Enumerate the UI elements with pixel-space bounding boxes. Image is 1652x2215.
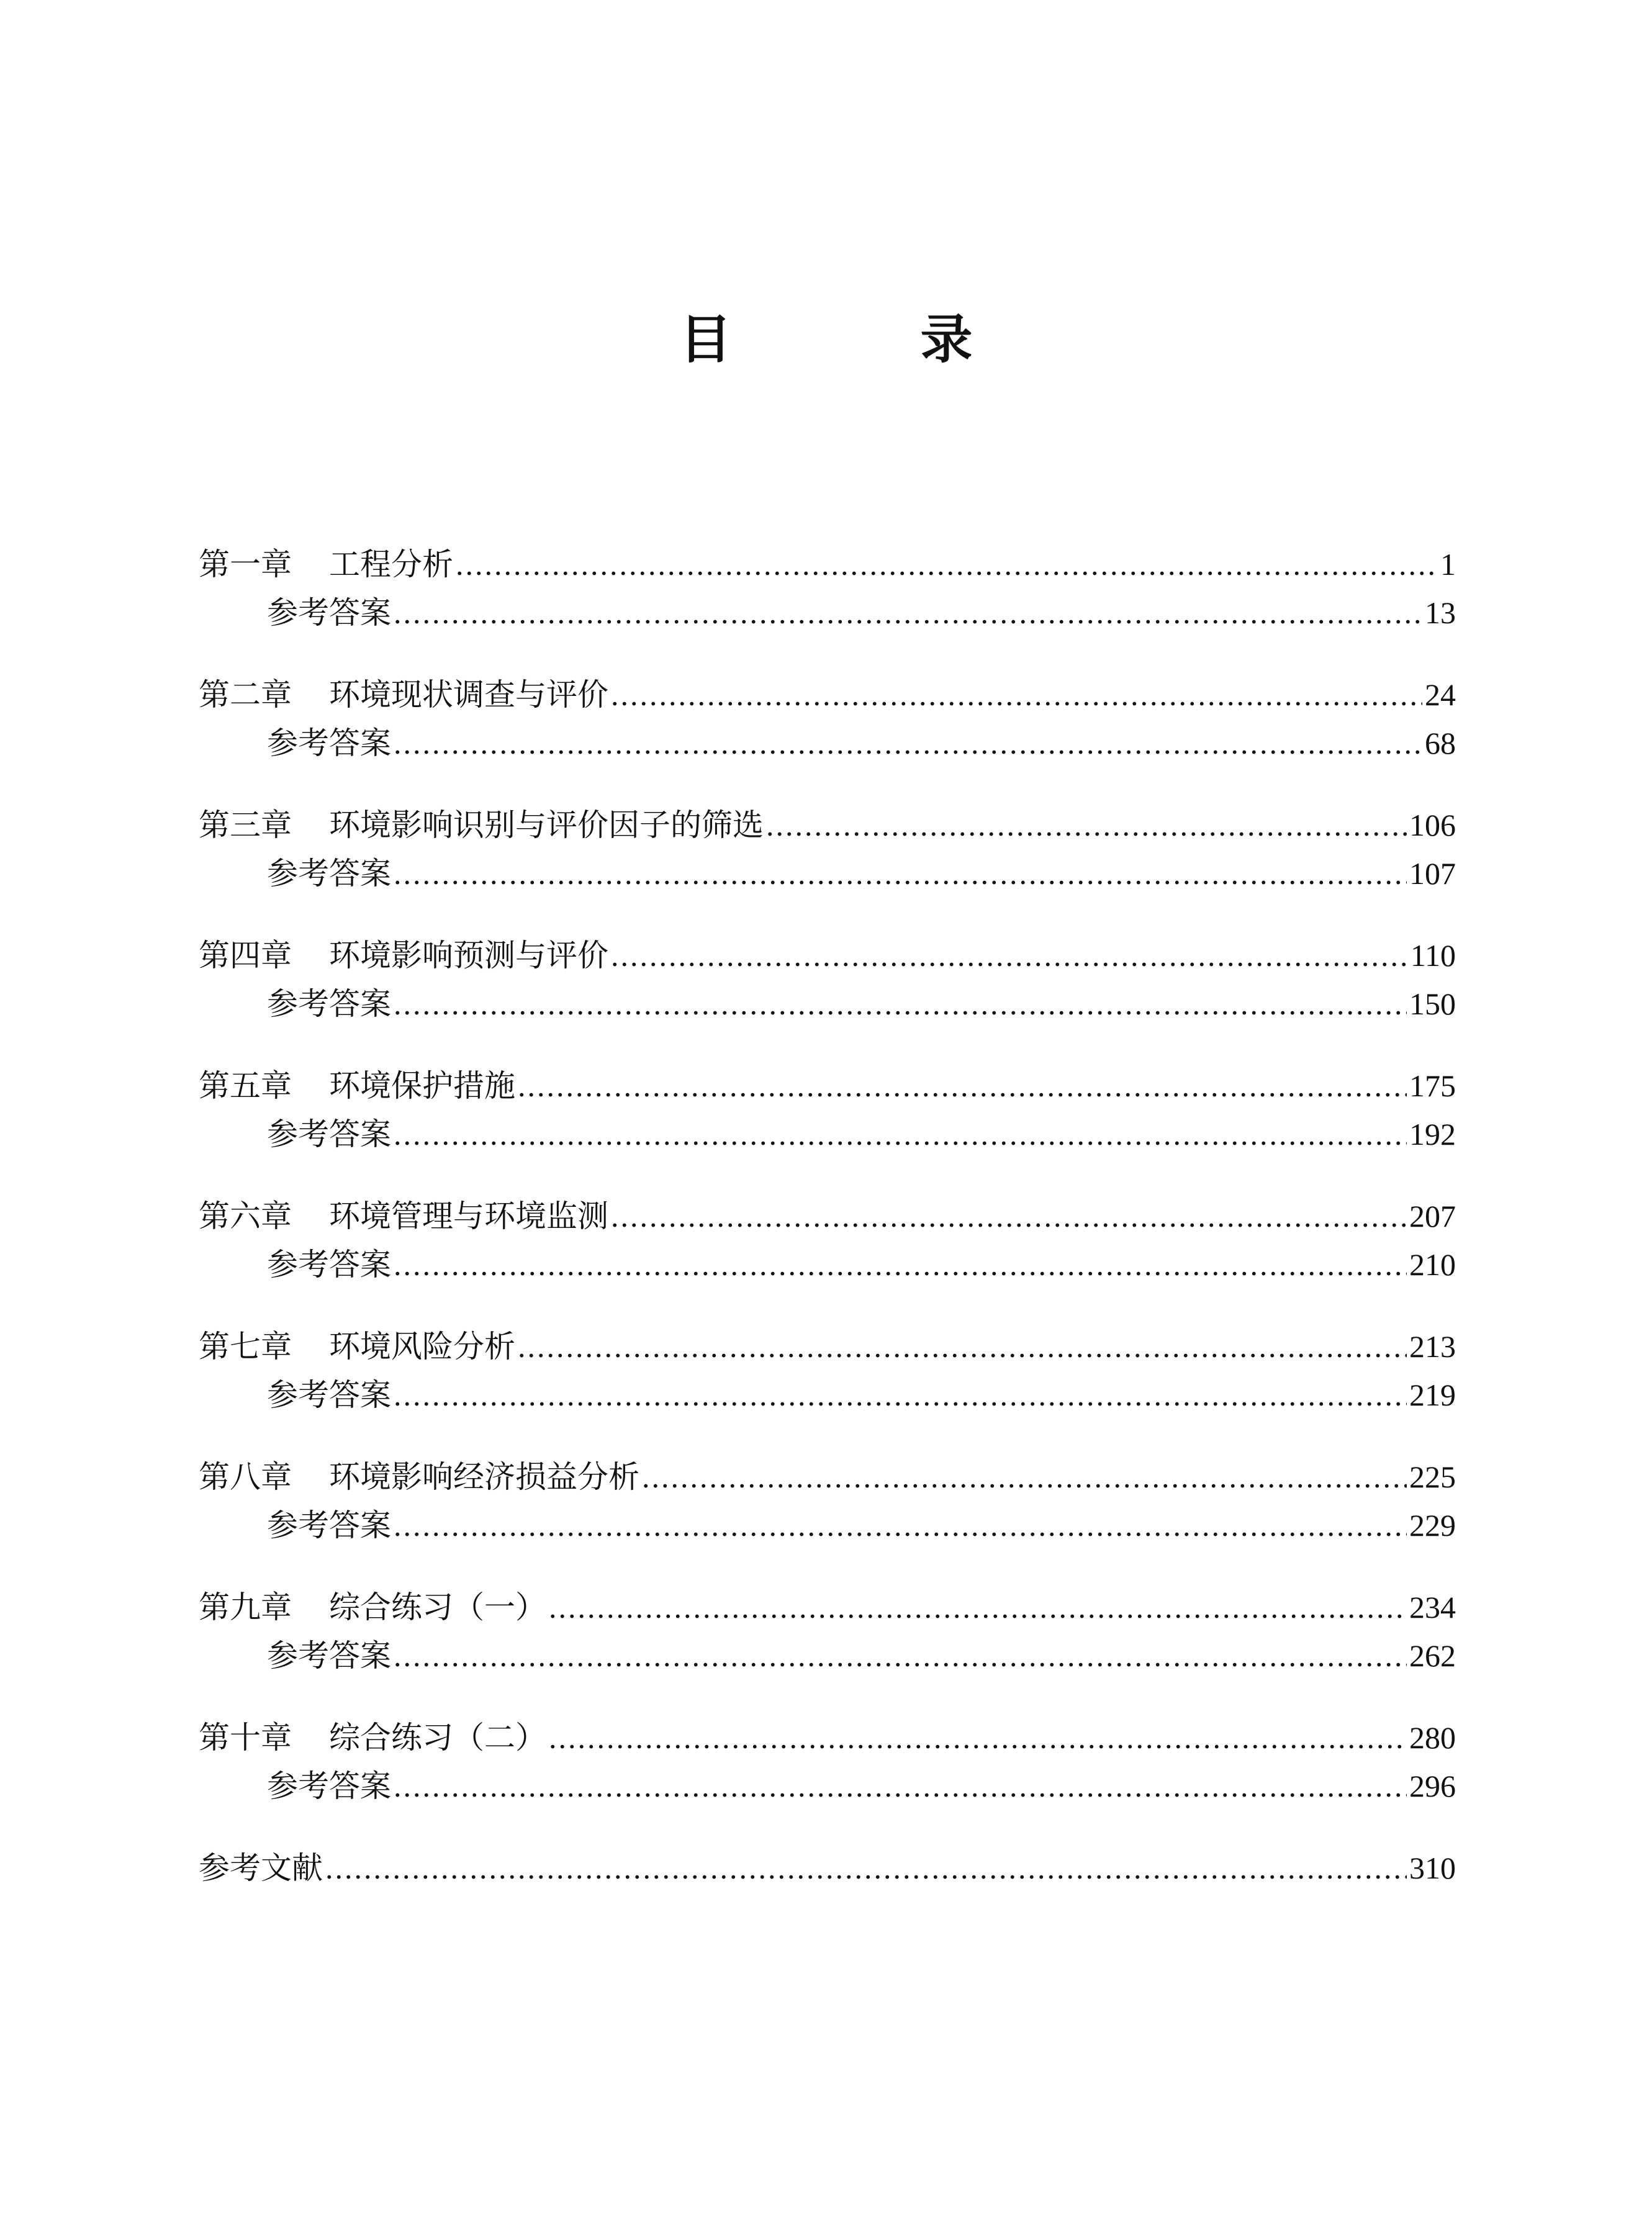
toc-chapter-group bbox=[199, 931, 1456, 1028]
page-number: 107 bbox=[1409, 856, 1456, 891]
chapter-number: 第三章 bbox=[199, 807, 292, 843]
chapter-number: 第一章 bbox=[199, 546, 292, 582]
page-number: 296 bbox=[1409, 1769, 1456, 1803]
page-number: 13 bbox=[1425, 595, 1456, 630]
dot-leader bbox=[394, 589, 1422, 637]
dot-leader bbox=[394, 1501, 1407, 1550]
chapter-number: 第五章 bbox=[199, 1068, 292, 1104]
dot-leader bbox=[611, 670, 1422, 719]
toc-chapter-entry[interactable] bbox=[199, 931, 1456, 980]
page-title: 目 录 bbox=[679, 309, 1041, 370]
answer-label: 参考答案 bbox=[267, 1377, 391, 1413]
toc-chapter-entry[interactable] bbox=[199, 1453, 1456, 1501]
answer-label: 参考答案 bbox=[267, 1507, 391, 1543]
chapter-number: 第八章 bbox=[199, 1459, 292, 1495]
page-number: 234 bbox=[1409, 1590, 1456, 1625]
page-number: 1 bbox=[1440, 547, 1456, 582]
answer-label: 参考答案 bbox=[267, 725, 391, 761]
chapter-number: 第七章 bbox=[199, 1329, 292, 1365]
toc-chapter-group bbox=[199, 1713, 1456, 1810]
dot-leader bbox=[549, 1713, 1407, 1762]
dot-leader bbox=[394, 849, 1407, 898]
answer-label: 参考答案 bbox=[267, 1116, 391, 1152]
dot-leader bbox=[456, 540, 1438, 589]
chapter-title: 环境影响识别与评价因子的筛选 bbox=[329, 807, 764, 843]
toc-answer-entry[interactable] bbox=[199, 1762, 1456, 1810]
dot-leader bbox=[611, 1192, 1407, 1240]
toc-answer-entry[interactable] bbox=[199, 980, 1456, 1028]
chapter-title: 环境现状调查与评价 bbox=[329, 677, 608, 713]
toc-references-group bbox=[199, 1844, 1456, 1892]
chapter-title: 环境保护措施 bbox=[329, 1068, 515, 1104]
toc-chapter-group bbox=[199, 540, 1456, 637]
page-number: 310 bbox=[1409, 1851, 1456, 1885]
toc-chapter-entry[interactable] bbox=[199, 1062, 1456, 1110]
dot-leader bbox=[518, 1062, 1407, 1110]
chapter-title: 环境影响经济损益分析 bbox=[329, 1459, 639, 1495]
page-number: 219 bbox=[1409, 1378, 1456, 1412]
chapter-title: 综合练习（二） bbox=[329, 1720, 546, 1756]
page-number: 175 bbox=[1409, 1068, 1456, 1103]
references-label: 参考文献 bbox=[199, 1850, 323, 1886]
dot-leader bbox=[518, 1322, 1407, 1371]
answer-label: 参考答案 bbox=[267, 595, 391, 631]
page-number: 207 bbox=[1409, 1199, 1456, 1234]
dot-leader bbox=[611, 931, 1408, 980]
dot-leader bbox=[549, 1583, 1407, 1631]
toc-chapter-entry[interactable] bbox=[199, 1322, 1456, 1371]
chapter-number: 第九章 bbox=[199, 1589, 292, 1625]
toc-chapter-entry[interactable] bbox=[199, 670, 1456, 719]
dot-leader bbox=[394, 1240, 1407, 1289]
dot-leader bbox=[394, 1371, 1407, 1419]
answer-label: 参考答案 bbox=[267, 1768, 391, 1804]
toc-answer-entry[interactable] bbox=[199, 1501, 1456, 1550]
chapter-title: 环境管理与环境监测 bbox=[329, 1198, 608, 1234]
page-number: 110 bbox=[1410, 938, 1456, 973]
toc-chapter-group bbox=[199, 1453, 1456, 1550]
toc-chapter-group bbox=[199, 1062, 1456, 1158]
page-number: 192 bbox=[1409, 1117, 1456, 1152]
chapter-number: 第十章 bbox=[199, 1720, 292, 1756]
toc-chapter-group bbox=[199, 670, 1456, 767]
answer-label: 参考答案 bbox=[267, 1247, 391, 1283]
dot-leader bbox=[642, 1453, 1407, 1501]
dot-leader bbox=[394, 1110, 1407, 1158]
toc-chapter-group bbox=[199, 1322, 1456, 1419]
page-number: 229 bbox=[1409, 1508, 1456, 1543]
answer-label: 参考答案 bbox=[267, 986, 391, 1022]
page-number: 68 bbox=[1425, 726, 1456, 760]
page-number: 24 bbox=[1425, 677, 1456, 712]
toc-answer-entry[interactable] bbox=[199, 1110, 1456, 1158]
chapter-title: 环境风险分析 bbox=[329, 1329, 515, 1365]
chapter-number: 第二章 bbox=[199, 677, 292, 713]
toc-chapter-group bbox=[199, 1192, 1456, 1289]
page-number: 106 bbox=[1409, 808, 1456, 842]
page-number: 262 bbox=[1409, 1638, 1456, 1673]
page-number: 225 bbox=[1409, 1459, 1456, 1494]
chapter-title: 综合练习（一） bbox=[329, 1589, 546, 1625]
page-number: 280 bbox=[1409, 1720, 1456, 1755]
toc-answer-entry[interactable] bbox=[199, 849, 1456, 898]
chapter-title: 工程分析 bbox=[329, 546, 453, 582]
toc-chapter-entry[interactable] bbox=[199, 1713, 1456, 1762]
toc-answer-entry[interactable] bbox=[199, 1631, 1456, 1680]
table-of-contents bbox=[199, 540, 1456, 1926]
dot-leader bbox=[394, 1631, 1407, 1680]
dot-leader bbox=[394, 980, 1407, 1028]
dot-leader bbox=[394, 1762, 1407, 1810]
page-number: 150 bbox=[1409, 986, 1456, 1021]
toc-answer-entry[interactable] bbox=[199, 1240, 1456, 1289]
toc-chapter-entry[interactable] bbox=[199, 1583, 1456, 1631]
toc-answer-entry[interactable] bbox=[199, 589, 1456, 637]
answer-label: 参考答案 bbox=[267, 855, 391, 891]
toc-chapter-group bbox=[199, 801, 1456, 898]
toc-answer-entry[interactable] bbox=[199, 719, 1456, 767]
page-number: 210 bbox=[1409, 1247, 1456, 1282]
dot-leader bbox=[325, 1844, 1407, 1892]
toc-chapter-entry[interactable] bbox=[199, 1192, 1456, 1240]
chapter-title: 环境影响预测与评价 bbox=[329, 937, 608, 973]
page-number: 213 bbox=[1409, 1329, 1456, 1364]
toc-chapter-group bbox=[199, 1583, 1456, 1680]
chapter-number: 第六章 bbox=[199, 1198, 292, 1234]
toc-chapter-entry[interactable] bbox=[199, 801, 1456, 849]
toc-chapter-entry[interactable] bbox=[199, 540, 1456, 589]
dot-leader bbox=[766, 801, 1407, 849]
chapter-number: 第四章 bbox=[199, 937, 292, 973]
toc-answer-entry[interactable] bbox=[199, 1371, 1456, 1419]
toc-references-entry[interactable] bbox=[199, 1844, 1456, 1892]
answer-label: 参考答案 bbox=[267, 1638, 391, 1674]
dot-leader bbox=[394, 719, 1422, 767]
